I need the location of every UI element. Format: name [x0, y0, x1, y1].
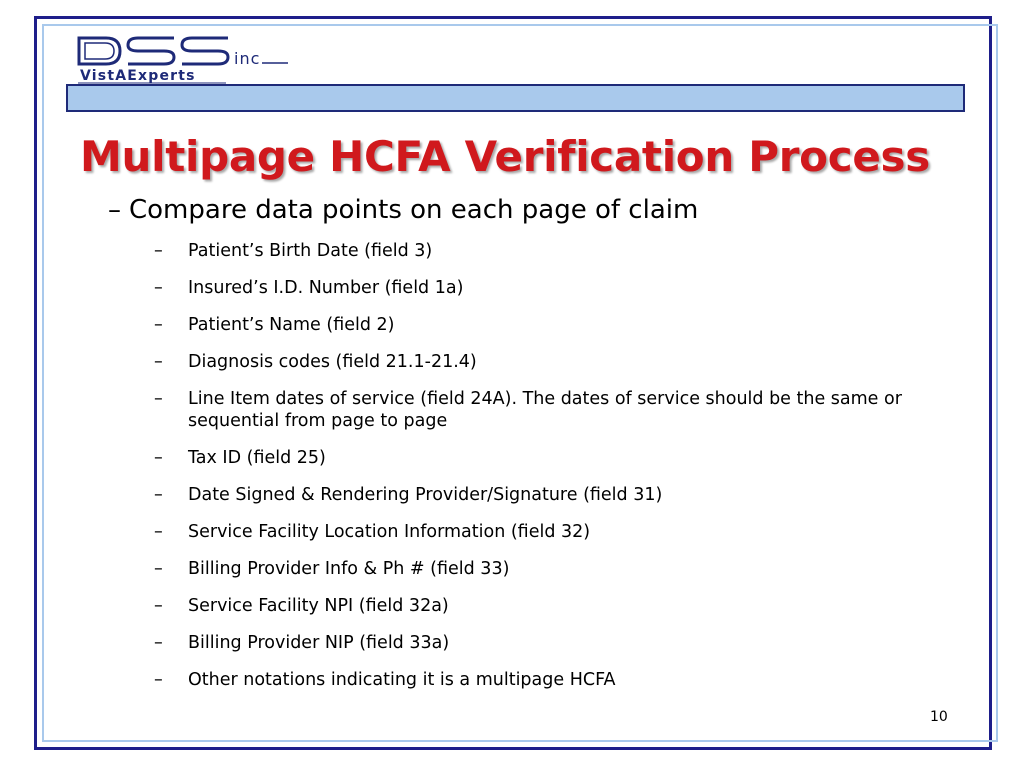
bullet-dash: – [154, 448, 163, 468]
subheading-text: Compare data points on each page of claim [129, 195, 699, 225]
list-item [152, 314, 922, 336]
bullet-dash: – [154, 596, 163, 616]
list-item-text: Service Facility Location Information (field 32) [188, 522, 591, 542]
bullet-dash: – [154, 315, 163, 335]
list-item [152, 388, 922, 432]
bullet-dash: – [154, 522, 163, 542]
list-item-text: Diagnosis codes (field 21.1-21.4) [188, 352, 477, 372]
bullet-dash: – [154, 670, 163, 690]
list-item-text: Tax ID (field 25) [188, 448, 326, 468]
subheading-dash: – [108, 195, 121, 225]
list-item-text: Date Signed & Rendering Provider/Signature (field 31) [188, 485, 663, 505]
list-item [152, 595, 922, 617]
list-item [152, 558, 922, 580]
bullet-dash: – [154, 485, 163, 505]
list-item [152, 447, 922, 469]
bullet-dash: – [154, 633, 163, 653]
bullet-dash: – [154, 352, 163, 372]
logo-tagline: VistAExperts [80, 68, 196, 84]
bullet-list [152, 240, 922, 706]
list-item [152, 521, 922, 543]
bullet-dash: – [154, 241, 163, 261]
list-item-text: Billing Provider Info & Ph # (field 33) [188, 559, 510, 579]
list-item-text: Patient’s Name (field 2) [188, 315, 395, 335]
list-item-text: Patient’s Birth Date (field 3) [188, 241, 433, 261]
list-item-text: Billing Provider NIP (field 33a) [188, 633, 450, 653]
list-item-text: Line Item dates of service (field 24A). The dates of service should be the same or sequential from page to page [188, 389, 902, 431]
page-number: 10 [930, 709, 948, 725]
list-item [152, 484, 922, 506]
bullet-dash: – [154, 389, 163, 409]
list-item [152, 632, 922, 654]
bullet-dash: – [154, 278, 163, 298]
header-band [66, 84, 965, 112]
logo-suffix: inc [234, 49, 261, 68]
list-item [152, 669, 922, 691]
list-item-text: Other notations indicating it is a multipage HCFA [188, 670, 616, 690]
subheading [108, 190, 698, 230]
list-item-text: Service Facility NPI (field 32a) [188, 596, 449, 616]
bullet-dash: – [154, 559, 163, 579]
list-item [152, 240, 922, 262]
list-item [152, 351, 922, 373]
dss-logo [76, 34, 291, 84]
slide-title: Multipage HCFA Verification Process [80, 132, 930, 181]
list-item [152, 277, 922, 299]
list-item-text: Insured’s I.D. Number (field 1a) [188, 278, 464, 298]
